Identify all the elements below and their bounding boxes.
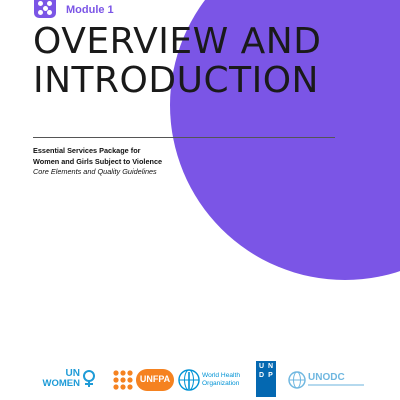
unwomen-emblem-icon (82, 370, 96, 388)
who-logo (178, 368, 244, 392)
module-label: Module 1 (66, 4, 114, 16)
unfpa-text: UNFPA (139, 374, 171, 384)
title-line-2: INTRODUCTION (33, 60, 319, 101)
divider (33, 137, 335, 138)
unodc-logo (288, 368, 368, 392)
who-line-1: World Health (202, 372, 240, 379)
subtitle-block (33, 146, 162, 178)
unwomen-line-2: WOMEN (42, 378, 80, 389)
undp-logo (256, 361, 276, 397)
subtitle-line-3: Core Elements and Quality Guidelines (33, 167, 157, 177)
subtitle-line-2: Women and Girls Subject to Violence (33, 156, 163, 166)
unfpa-logo (112, 368, 174, 392)
unwomen-logo (36, 368, 96, 392)
unodc-emblem-icon (288, 371, 306, 389)
undp-letter-d: D (258, 372, 265, 379)
unfpa-dots-icon (112, 369, 138, 391)
module-icon (34, 0, 56, 18)
unwomen-line-1: UN (65, 368, 80, 379)
unodc-text: UNODC (308, 372, 345, 383)
title-line-1: OVERVIEW AND (33, 21, 322, 62)
undp-letter-n: N (267, 363, 274, 370)
who-line-2: Organization (202, 379, 240, 387)
subtitle-line-1: Essential Services Package for (33, 146, 141, 155)
undp-letter-u: U (258, 363, 265, 370)
page-title (33, 22, 321, 100)
unodc-tagline-placeholder (308, 384, 364, 386)
who-emblem-icon (178, 369, 200, 391)
undp-letter-p: P (268, 372, 273, 379)
partner-logos (0, 360, 400, 400)
